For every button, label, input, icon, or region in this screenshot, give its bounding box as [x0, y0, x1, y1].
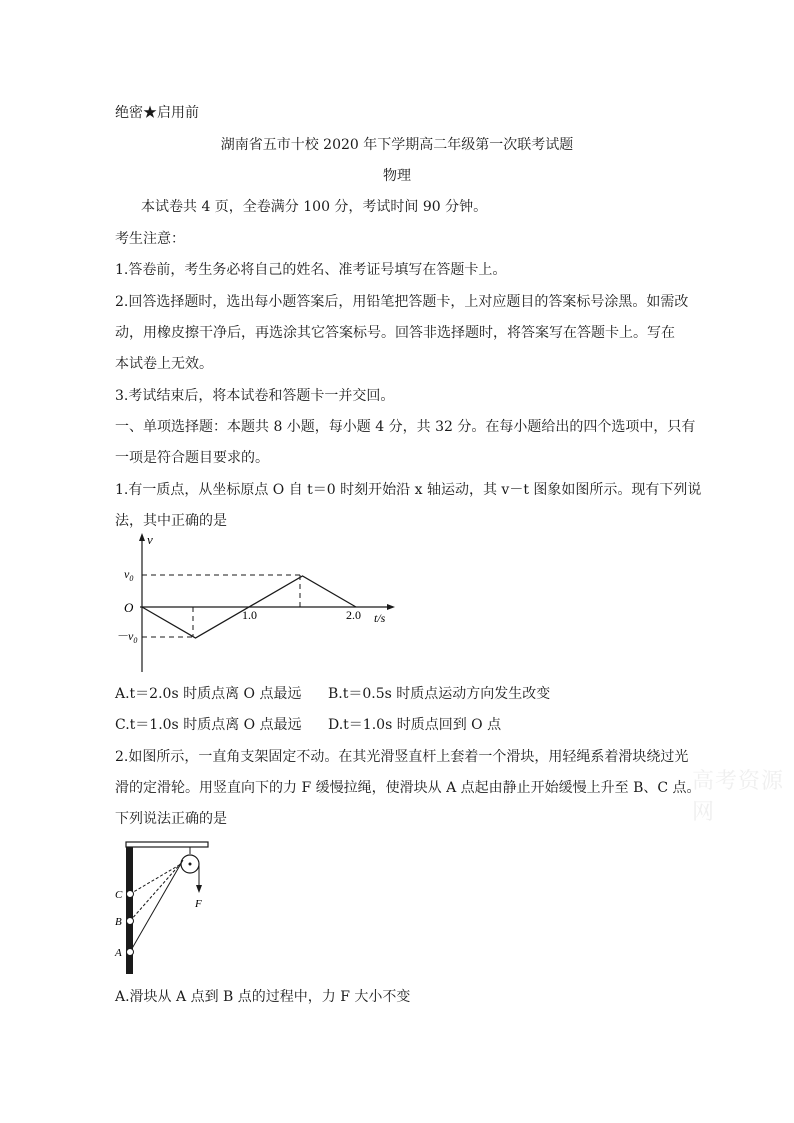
label-f: F — [195, 898, 202, 910]
subject-title: 物理 — [383, 168, 411, 184]
note-item-2-line-2: 动，用橡皮擦干净后，再选涂其它答案标号。回答非选择题时，将答案写在答题卡上。写在 — [115, 325, 675, 341]
rope-to-a — [130, 860, 183, 952]
tick-label-2: 2.0 — [346, 608, 361, 622]
q2-line-2: 滑的定滑轮。用竖直向下的力 F 缓慢拉绳，使滑块从 A 点起由静止开始缓慢上升至 B、C 点。 — [115, 780, 701, 796]
rope-to-c — [130, 864, 181, 894]
watermark: 高考资源网 — [692, 769, 785, 825]
label-b: B — [115, 916, 122, 928]
force-arrow — [196, 885, 202, 893]
note-item-2-line-3: 本试卷上无效。 — [115, 356, 213, 372]
q2-option-a: A.滑块从 A 点到 B 点的过程中，力 F 大小不变 — [115, 989, 411, 1005]
q1-line-1: 1.有一质点，从坐标原点 O 自 t＝0 时刻开始沿 x 轴运动，其 v－t 图象如图所示。现有下列说 — [115, 482, 702, 498]
q2-line-3: 下列说法正确的是 — [115, 811, 227, 827]
section1-line-1: 一、单项选择题：本题共 8 小题，每小题 4 分，共 32 分。在每小题给出的四个选项中，只有 — [115, 419, 696, 435]
label-c: C — [115, 889, 123, 901]
y-axis-label: v — [147, 532, 153, 547]
exam-title: 湖南省五市十校 2020 年下学期高二年级第一次联考试题 — [220, 137, 574, 153]
tick-label-1: 1.0 — [242, 608, 257, 622]
exam-intro: 本试卷共 4 页，全卷满分 100 分，考试时间 90 分钟。 — [141, 199, 488, 215]
slider-c — [127, 891, 134, 898]
x-axis-label: t/s — [374, 611, 386, 625]
slider-a — [127, 949, 134, 956]
vt-graph — [110, 530, 400, 675]
note-item-2-line-1: 2.回答选择题时，选出每小题答案后，用铅笔把答题卡，上对应题目的答案标号涂黑。如需改 — [115, 294, 689, 310]
note-item-1: 1.答卷前，考生务必将自己的姓名、准考证号填写在答题卡上。 — [115, 262, 507, 278]
pulley-axle — [189, 863, 192, 866]
q1-option-a: A.t＝2.0s 时质点离 O 点最远 — [115, 686, 302, 702]
q1-line-2: 法，其中正确的是 — [115, 513, 227, 529]
v0-label: $v_0$ — [124, 567, 134, 583]
pulley-figure — [110, 838, 220, 976]
horizontal-beam — [126, 842, 208, 847]
label-a: A — [115, 947, 122, 959]
x-axis-arrow — [387, 604, 395, 610]
rope-to-b — [130, 862, 182, 921]
q2-line-1: 2.如图所示，一直角支架固定不动。在其光滑竖直杆上套着一个滑块，用轻绳系着滑块绕过光 — [115, 749, 689, 765]
confidential-mark: 绝密★启用前 — [115, 105, 199, 121]
notes-heading: 考生注意： — [115, 231, 185, 247]
note-item-3: 3.考试结束后，将本试卷和答题卡一并交回。 — [115, 388, 395, 404]
section1-line-2: 一项是符合题目要求的。 — [115, 450, 269, 466]
y-axis-arrow — [139, 533, 145, 541]
q1-option-c: C.t＝1.0s 时质点离 O 点最远 — [115, 717, 302, 733]
neg-v0-label: $-v_0$ — [116, 629, 138, 645]
q1-option-b: B.t＝0.5s 时质点运动方向发生改变 — [328, 686, 551, 702]
origin-label: O — [124, 600, 134, 615]
q1-option-d: D.t＝1.0s 时质点回到 O 点 — [328, 717, 502, 733]
slider-b — [127, 918, 134, 925]
